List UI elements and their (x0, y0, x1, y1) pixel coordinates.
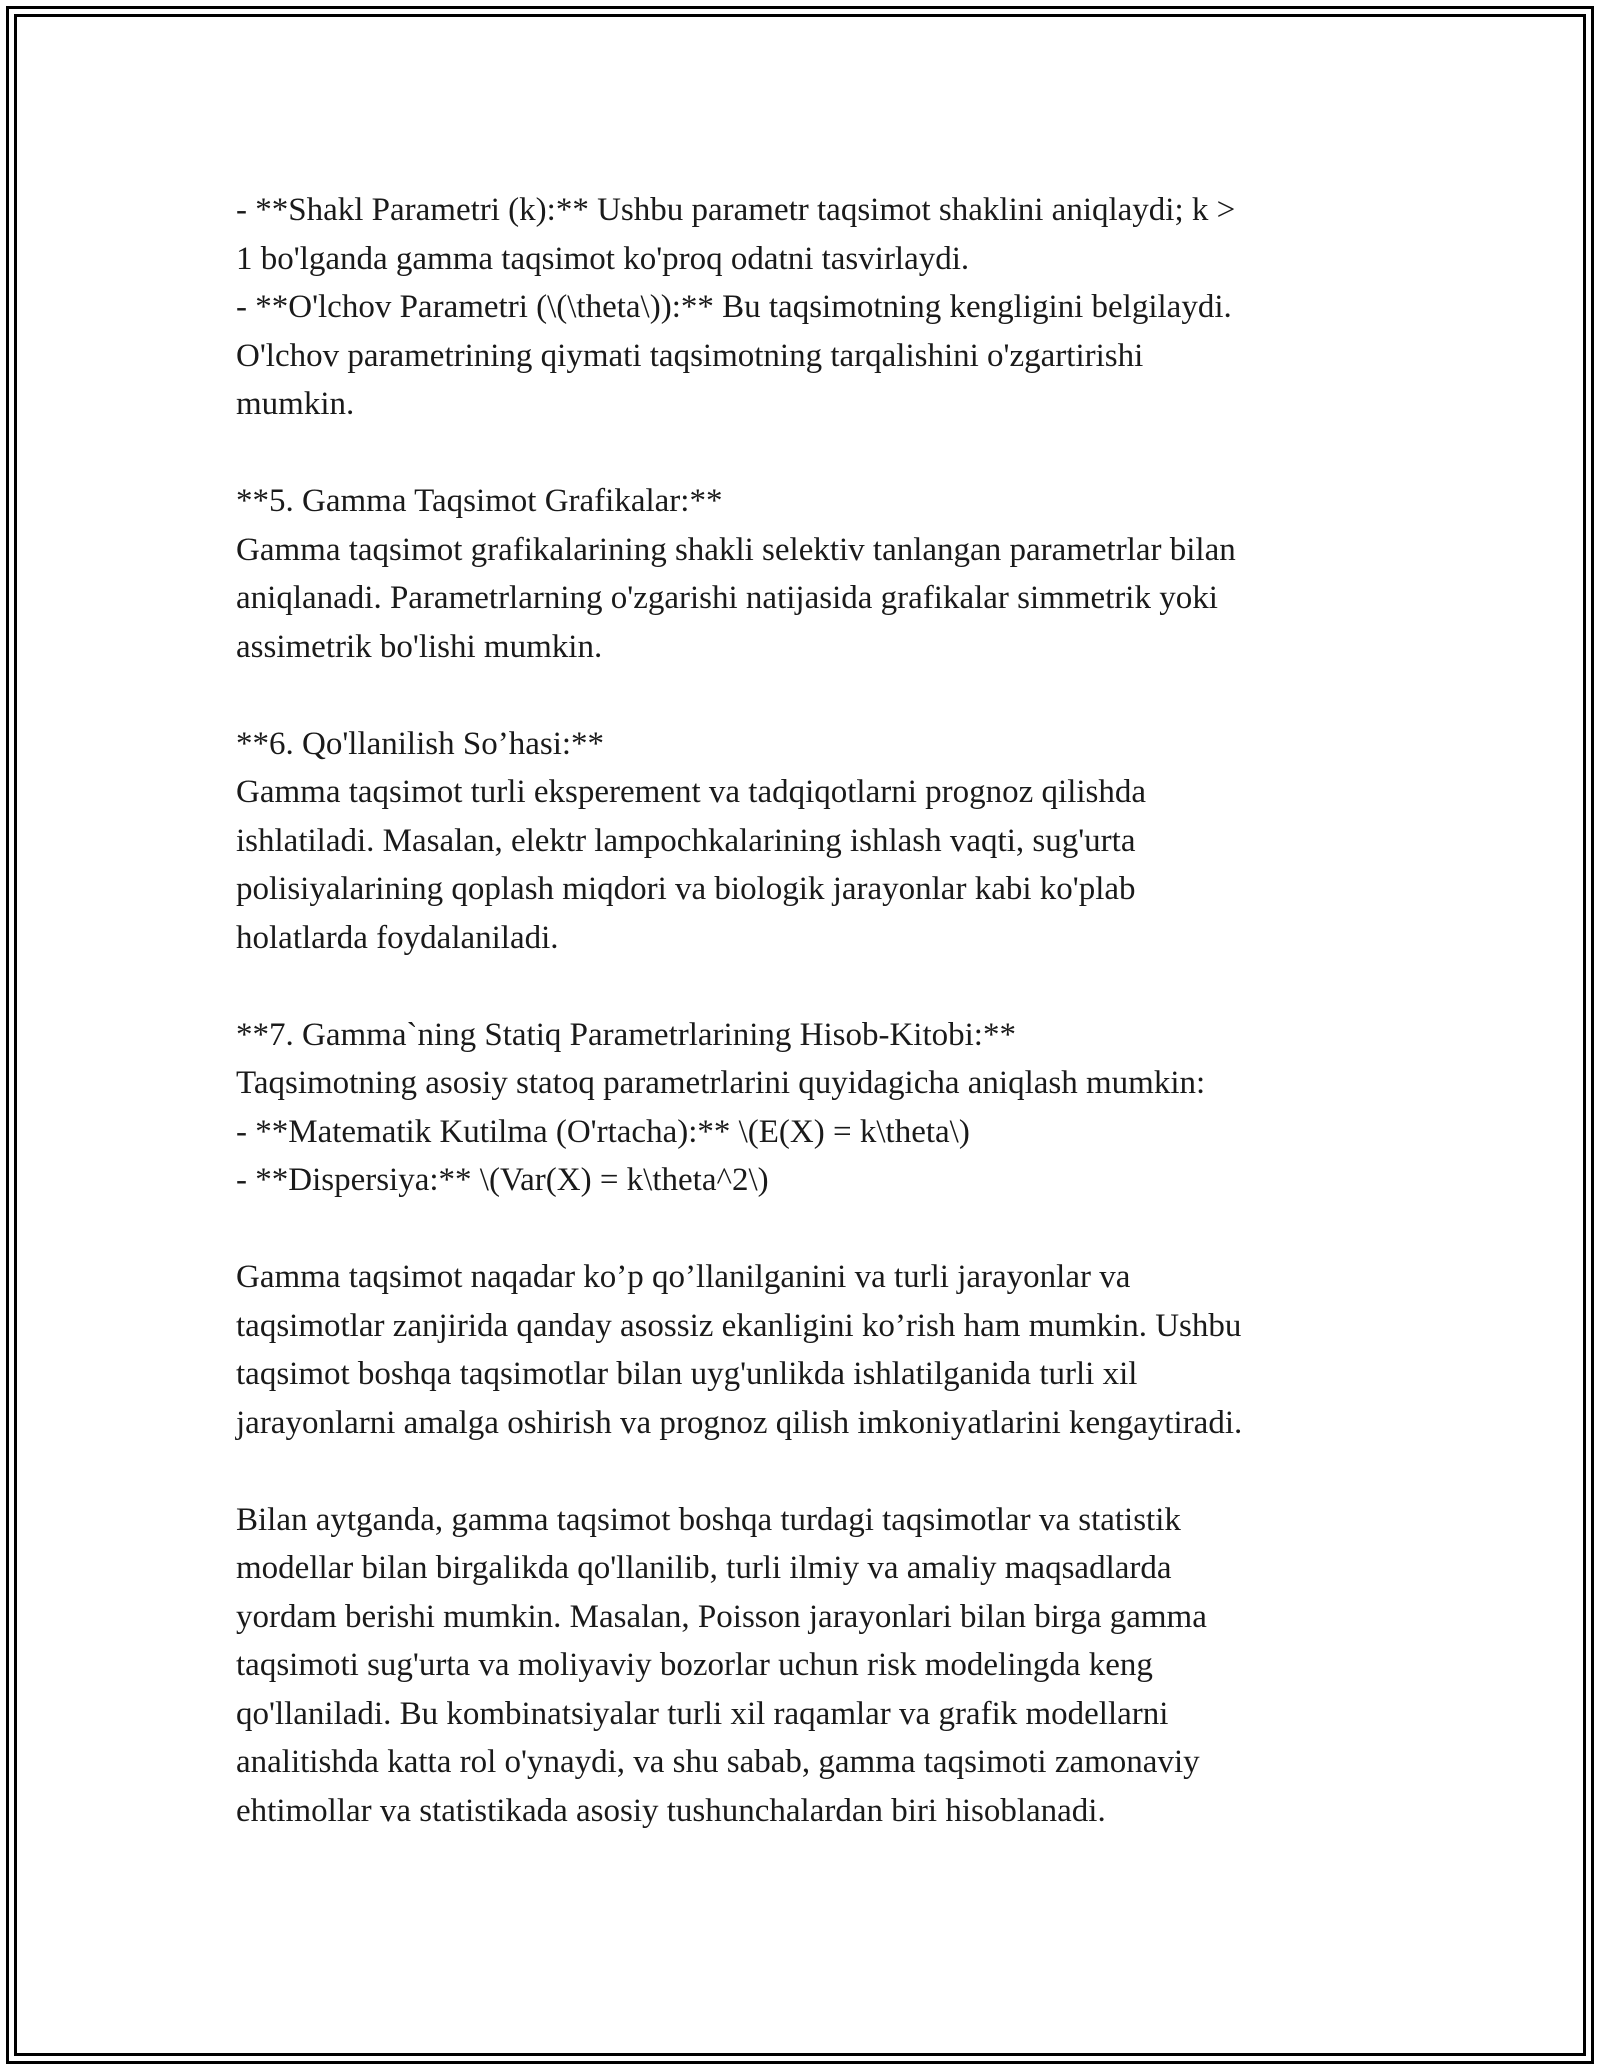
text-line: 1 bo'lganda gamma taqsimot ko'proq odatni tasvirlaydi. (236, 240, 970, 277)
text-line: mumkin. (236, 386, 355, 422)
document-body (236, 186, 1376, 1835)
text-line: holatlarda foydalaniladi. (236, 919, 559, 956)
text-line: Gamma taqsimot grafikalarining shakli selektiv tanlangan parametrlar bilan (236, 531, 1236, 568)
text-line: Bilan aytganda, gamma taqsimot boshqa turdagi taqsimotlar va statistik (236, 1501, 1181, 1538)
text-line: yordam berishi mumkin. Masalan, Poisson jarayonlari bilan birga gamma (236, 1598, 1207, 1635)
text-line: ishlatiladi. Masalan, elektr lampochkalarining ishlash vaqti, sug'urta (236, 822, 1136, 859)
section-heading: **5. Gamma Taqsimot Grafikalar:** (236, 483, 723, 519)
text-line: Gamma taqsimot turli eksperement va tadqiqotlarni prognoz qilishda (236, 774, 1147, 810)
text-line: polisiyalarining qoplash miqdori va biologik jarayonlar kabi ko'plab (236, 871, 1136, 907)
text-line: - **Shakl Parametri (k):** Ushbu parametr taqsimot shaklini aniqlaydi; k > (236, 192, 1236, 228)
text-line: analitishda katta rol o'ynaydi, va shu sabab, gamma taqsimoti zamonaviy (236, 1744, 1200, 1780)
text-line: jarayonlarni amalga oshirish va prognoz qilish imkoniyatlarini kengaytiradi. (236, 1404, 1243, 1441)
paragraph-spacer (236, 1447, 1376, 1496)
text-line: Taqsimotning asosiy statoq parametrlarini quyidagicha aniqlash mumkin: (236, 1065, 1206, 1101)
text-line: - **O'lchov Parametri (\(\theta\)):** Bu taqsimotning kengligini belgilaydi. (236, 289, 1232, 325)
section-heading: **7. Gamma`ning Statiq Parametrlarining Hisob-Kitobi:** (236, 1016, 1016, 1053)
text-line: Gamma taqsimot naqadar ko’p qo’llanilganini va turli jarayonlar va (236, 1259, 1131, 1295)
text-line: - **Dispersiya:** \(Var(X) = k\theta^2\) (236, 1162, 769, 1198)
text-line: taqsimot boshqa taqsimotlar bilan uyg'unlikda ishlatilganida turli xil (236, 1356, 1138, 1392)
text-line: modellar bilan birgalikda qo'llanilib, turli ilmiy va amaliy maqsadlarda (236, 1550, 1172, 1586)
text-line: aniqlanadi. Parametrlarning o'zgarishi natijasida grafikalar simmetrik yoki (236, 580, 1218, 616)
section-heading: **6. Qo'llanilish So’hasi:** (236, 725, 605, 762)
text-line: qo'llaniladi. Bu kombinatsiyalar turli xil raqamlar va grafik modellarni (236, 1695, 1169, 1732)
text-line: taqsimoti sug'urta va moliyaviy bozorlar uchun risk modelingda keng (236, 1647, 1153, 1683)
text-line: taqsimotlar zanjirida qanday asossiz ekanligini ko’rish ham mumkin. Ushbu (236, 1307, 1242, 1344)
text-line: ehtimollar va statistikada asosiy tushunchalardan biri hisoblanadi. (236, 1792, 1106, 1829)
paragraph-spacer (236, 671, 1376, 720)
text-line: assimetrik bo'lishi mumkin. (236, 628, 603, 665)
paragraph-spacer (236, 429, 1376, 478)
paragraph-spacer (236, 962, 1376, 1011)
text-line: O'lchov parametrining qiymati taqsimotning tarqalishini o'zgartirishi (236, 337, 1144, 374)
text-line: - **Matematik Kutilma (O'rtacha):** \(E(X) = k\theta\) (236, 1113, 970, 1150)
paragraph-spacer (236, 1205, 1376, 1254)
